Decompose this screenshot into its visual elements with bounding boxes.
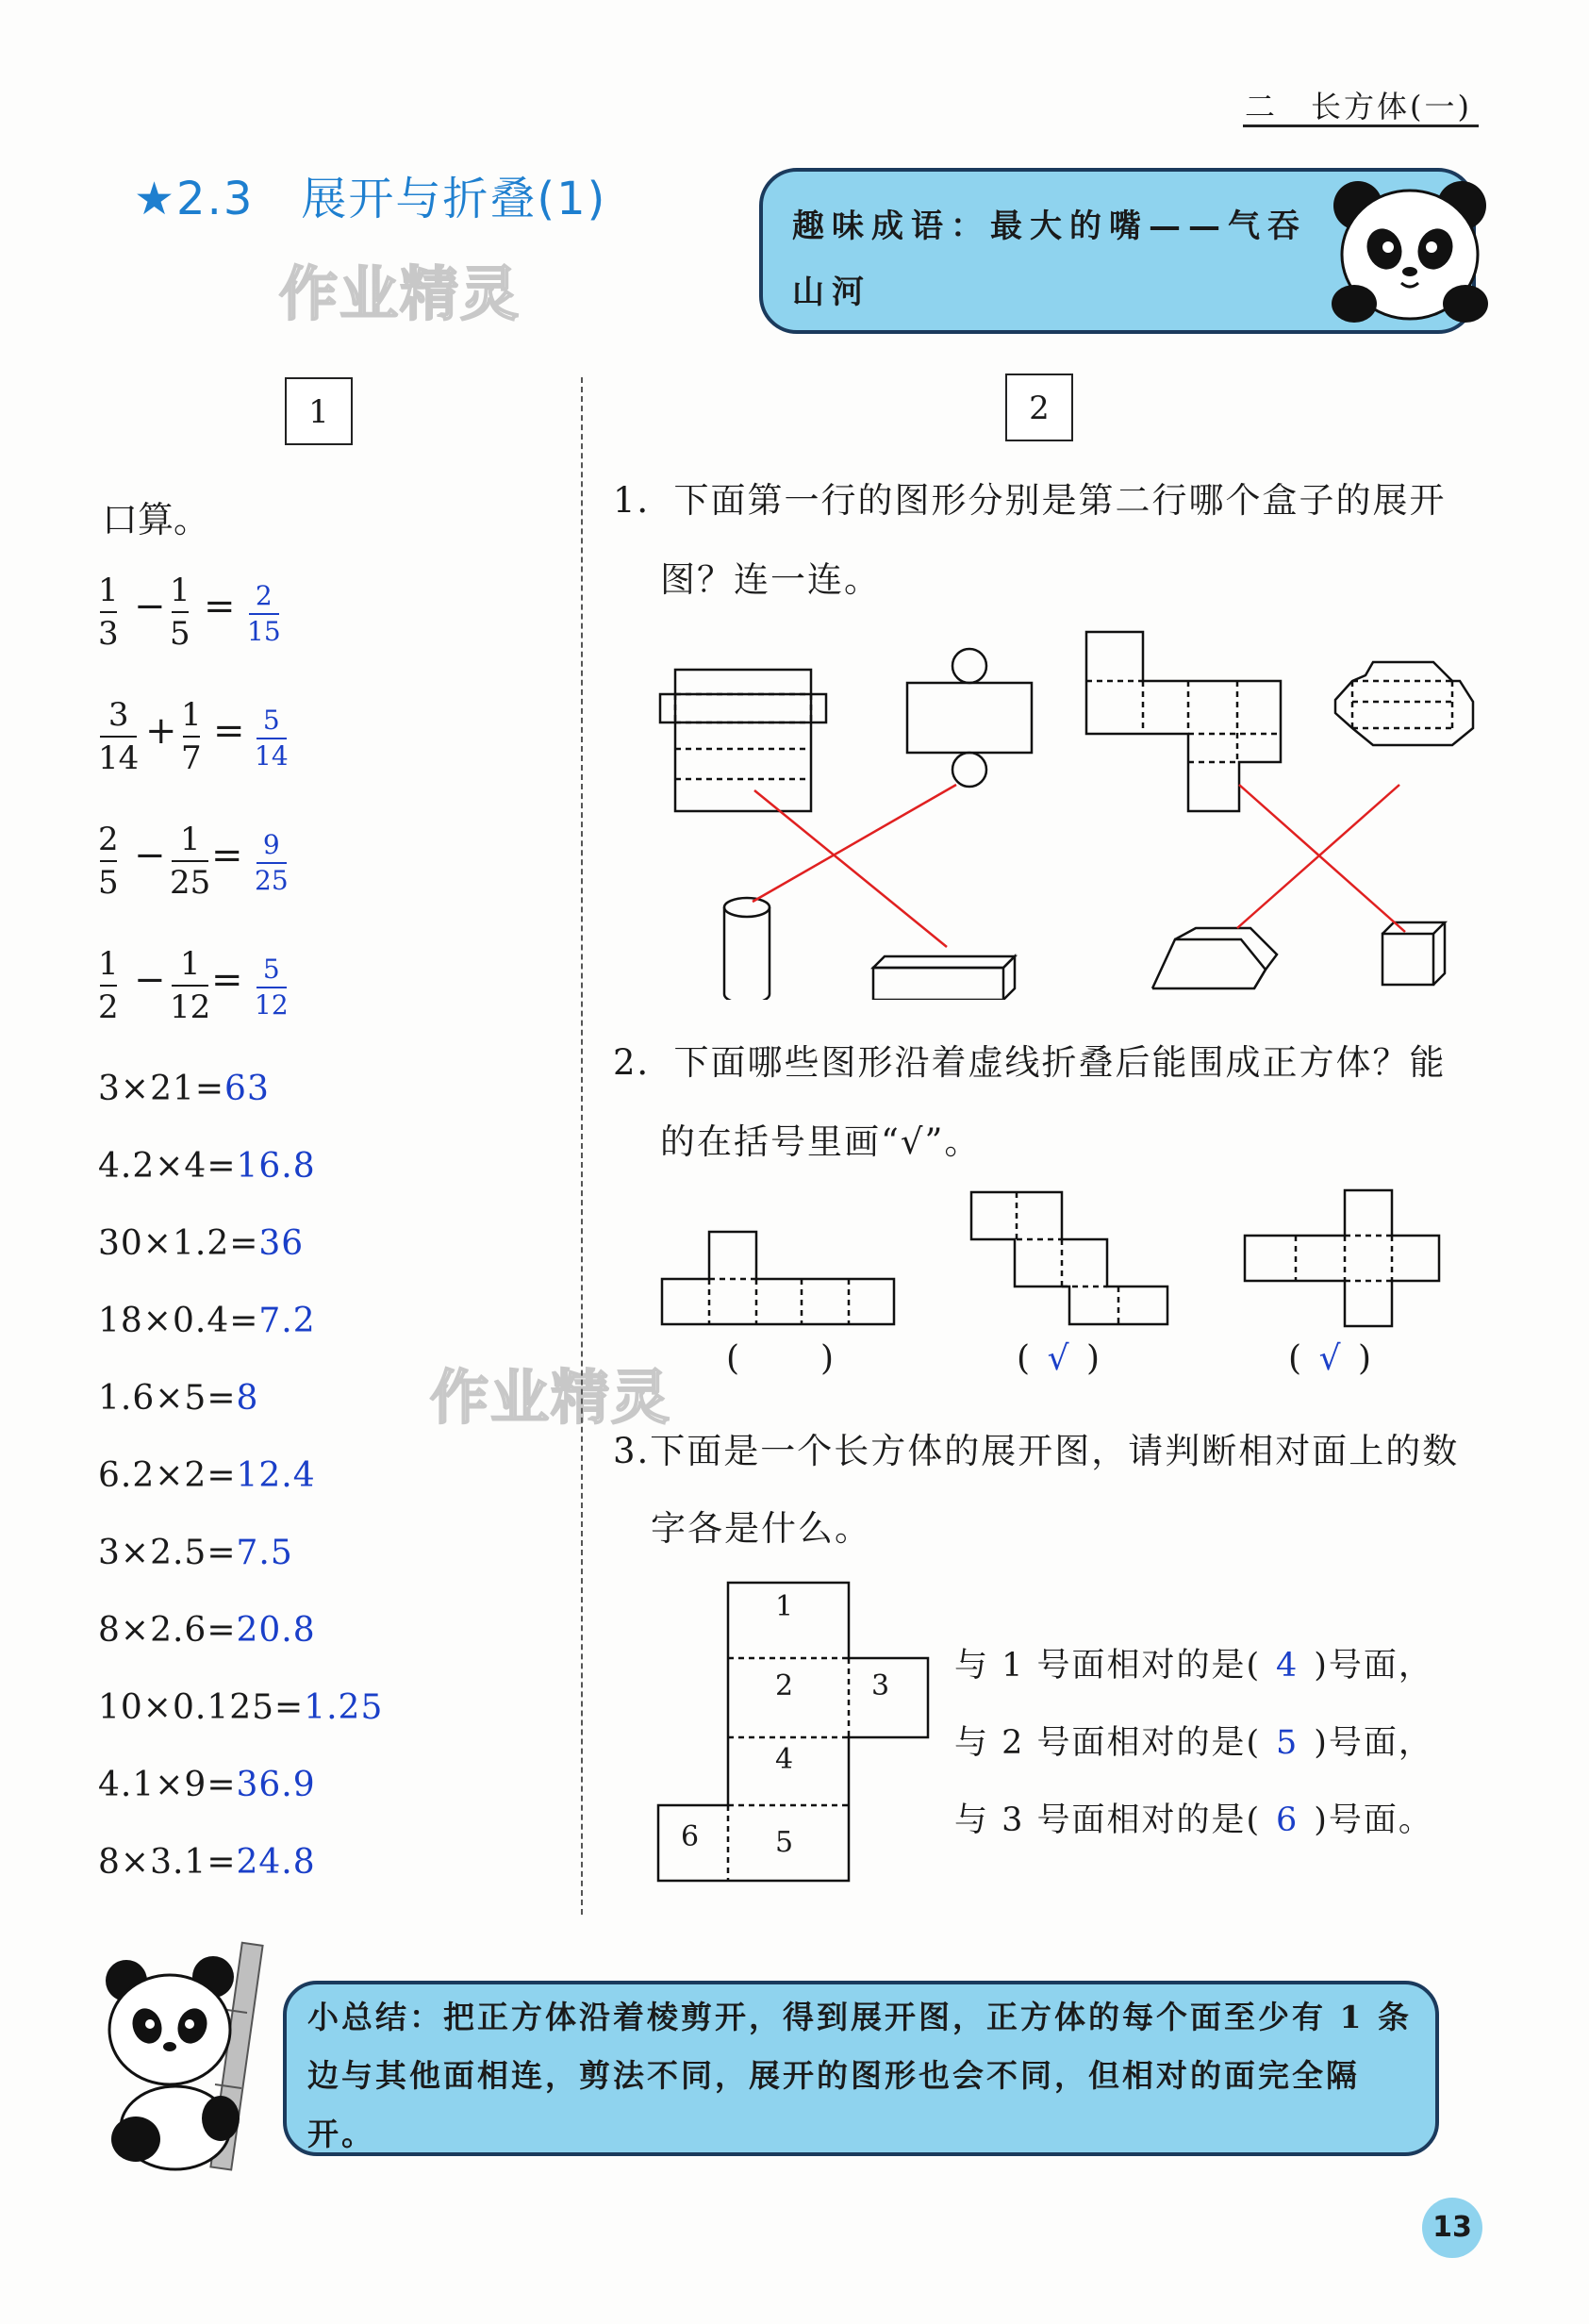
fraction-answer — [255, 828, 289, 898]
net-face-label: 2 — [775, 1669, 794, 1702]
fraction-answer — [255, 704, 289, 773]
answer-prefix: 与 1 号面相对的是( — [954, 1647, 1262, 1685]
net-option-3 — [1245, 1190, 1439, 1326]
net-face-label: 3 — [871, 1669, 890, 1702]
denominator: 3 — [98, 615, 119, 653]
calc-expression: 4.2×4= — [98, 1147, 237, 1186]
denominator: 15 — [247, 616, 281, 647]
answer-bracket: ( ) — [726, 1339, 835, 1378]
answer-line — [1239, 785, 1405, 932]
answer-suffix: )号面。 — [1314, 1801, 1433, 1839]
panda-bamboo-icon — [94, 1934, 283, 2179]
q1-matching-figure — [651, 622, 1490, 1000]
trapezoid-prism-solid — [1152, 928, 1277, 988]
operator: − — [134, 585, 166, 628]
numerator: 5 — [262, 954, 280, 985]
cube-net — [1086, 632, 1281, 811]
equals-sign: = — [211, 834, 243, 877]
net-face-label: 4 — [775, 1743, 794, 1776]
cylinder-solid — [724, 898, 770, 1000]
calc-row — [98, 1070, 270, 1108]
page-number: 13 — [1422, 2198, 1482, 2258]
calc-row — [98, 1843, 316, 1882]
answer-prefix: 与 2 号面相对的是( — [954, 1724, 1262, 1762]
answer-suffix: )号面， — [1314, 1724, 1433, 1762]
calc-row — [98, 1611, 316, 1650]
answer-value: 6 — [1276, 1801, 1299, 1839]
answer-value: 5 — [1276, 1724, 1299, 1762]
net-face-label: 6 — [681, 1820, 700, 1853]
calc-row — [98, 1456, 316, 1495]
question-1-line-2: 图？连一连。 — [660, 559, 881, 600]
calc-expression: 30×1.2= — [98, 1224, 259, 1263]
numerator: 3 — [108, 696, 129, 734]
question-2-line-1: 2．下面哪些图形沿着虚线折叠后能围成正方体？能 — [613, 1042, 1447, 1083]
calc-row — [98, 1688, 383, 1727]
calc-expression: 10×0.125= — [98, 1688, 305, 1727]
exercise-number-box: 2 — [1005, 374, 1073, 441]
fraction — [170, 819, 210, 904]
denominator: 7 — [181, 739, 202, 777]
calc-row — [98, 1302, 316, 1340]
numerator: 2 — [255, 580, 273, 611]
column-divider — [581, 377, 583, 1915]
calc-answer: 63 — [224, 1070, 270, 1108]
answer-bracket: ( √ ) — [1017, 1339, 1101, 1378]
calc-answer: 20.8 — [236, 1611, 316, 1650]
denominator: 14 — [98, 739, 140, 777]
question-1-line-1: 1．下面第一行的图形分别是第二行哪个盒子的展开 — [613, 480, 1447, 521]
calc-row — [98, 1534, 293, 1572]
answer-bracket: ( √ ) — [1288, 1339, 1372, 1378]
exercise-number-box: 1 — [285, 377, 353, 445]
numerator: 1 — [170, 572, 190, 609]
denominator: 12 — [255, 989, 289, 1021]
idiom-text: 趣味成语：最大的嘴——气吞山河 — [792, 208, 1307, 311]
numerator: 1 — [179, 821, 201, 858]
calc-expression: 6.2×2= — [98, 1456, 237, 1495]
fraction-answer — [247, 579, 281, 649]
question-3-line-2: 字各是什么。 — [651, 1508, 871, 1549]
calc-expression: 1.6×5= — [98, 1379, 237, 1418]
fraction — [181, 694, 202, 779]
numerator: 1 — [98, 572, 119, 609]
watermark-middle: 作业精灵 — [430, 1363, 672, 1432]
answer-value: 4 — [1276, 1647, 1299, 1685]
numerator: 9 — [262, 829, 280, 860]
cuboid-net-a — [660, 670, 826, 811]
calc-answer: 12.4 — [236, 1456, 316, 1495]
fraction — [170, 570, 190, 655]
calc-expression: 8×2.6= — [98, 1611, 237, 1650]
numerator: 5 — [262, 705, 280, 736]
section-title: ★2.3 展开与折叠(1) — [134, 173, 607, 225]
net-option-1 — [662, 1232, 894, 1324]
answer-line — [754, 790, 947, 947]
question-3-line-1: 3.下面是一个长方体的展开图，请判断相对面上的数 — [613, 1431, 1460, 1471]
calc-expression: 3×21= — [98, 1070, 225, 1108]
calc-expression: 3×2.5= — [98, 1534, 237, 1572]
calc-answer: 36.9 — [236, 1766, 316, 1804]
prism-net — [1335, 662, 1473, 745]
calc-row — [98, 1379, 258, 1418]
denominator: 5 — [170, 615, 190, 653]
net-face-label: 5 — [775, 1826, 794, 1859]
denominator: 25 — [255, 865, 289, 896]
calc-expression: 8×3.1= — [98, 1843, 237, 1882]
long-box-solid — [873, 956, 1015, 1000]
panda-icon — [1330, 177, 1490, 328]
net-face-label: 1 — [775, 1590, 794, 1623]
calc-row — [98, 1766, 316, 1804]
answer-line — [753, 785, 956, 902]
answer-mark: √ — [1318, 1339, 1341, 1378]
calc-expression: 4.1×9= — [98, 1766, 237, 1804]
operator: − — [134, 958, 166, 1002]
calc-answer: 36 — [258, 1224, 305, 1263]
calc-expression: 18×0.4= — [98, 1302, 259, 1340]
numerator: 1 — [179, 945, 201, 983]
q2-cube-nets — [651, 1183, 1481, 1353]
calc-answer: 16.8 — [236, 1147, 316, 1186]
fraction — [98, 570, 119, 655]
denominator: 12 — [170, 988, 211, 1026]
calc-row — [98, 1147, 316, 1186]
fraction — [98, 694, 139, 779]
cylinder-net — [907, 649, 1032, 787]
answer-prefix: 与 3 号面相对的是( — [954, 1801, 1262, 1839]
summary-text: 小总结：把正方体沿着棱剪开，得到展开图，正方体的每个面至少有 1 条边与其他面相连，剪法不同，展开的图形也会不同，但相对的面完全隔开。 — [307, 1999, 1412, 2152]
operator: + — [145, 709, 177, 753]
opposite-face-answer — [954, 1639, 1433, 1686]
chapter-underline — [1243, 124, 1479, 127]
opposite-face-answer — [954, 1717, 1433, 1764]
denominator: 14 — [255, 740, 289, 772]
cube-solid — [1382, 922, 1445, 985]
denominator: 25 — [170, 864, 211, 902]
denominator: 2 — [98, 988, 119, 1026]
calc-row — [98, 1224, 304, 1263]
calc-answer: 1.25 — [304, 1688, 384, 1727]
mental-math-heading: 口算。 — [102, 499, 210, 540]
equals-sign: = — [204, 585, 236, 628]
answer-lines — [753, 785, 1405, 947]
calc-answer: 7.2 — [258, 1302, 316, 1340]
question-2-line-2: 的在括号里画“√”。 — [660, 1121, 982, 1162]
answer-suffix: )号面， — [1314, 1647, 1433, 1685]
equals-sign: = — [213, 709, 245, 753]
equals-sign: = — [211, 958, 243, 1002]
fraction — [98, 943, 119, 1028]
numerator: 1 — [181, 696, 202, 734]
numerator: 2 — [98, 821, 119, 858]
answer-mark: √ — [1047, 1339, 1069, 1378]
calc-answer: 24.8 — [236, 1843, 316, 1882]
chapter-title: 二 长方体(一) — [1245, 89, 1472, 124]
fraction — [98, 819, 119, 904]
net-option-2 — [971, 1192, 1167, 1324]
operator: − — [134, 834, 166, 877]
opposite-face-answer — [954, 1794, 1433, 1841]
fraction — [170, 943, 210, 1028]
numerator: 1 — [98, 945, 119, 983]
denominator: 5 — [98, 864, 119, 902]
calc-answer: 8 — [236, 1379, 259, 1418]
calc-answer: 7.5 — [236, 1534, 293, 1572]
fraction-answer — [255, 953, 289, 1022]
watermark-top: 作业精灵 — [279, 259, 521, 328]
